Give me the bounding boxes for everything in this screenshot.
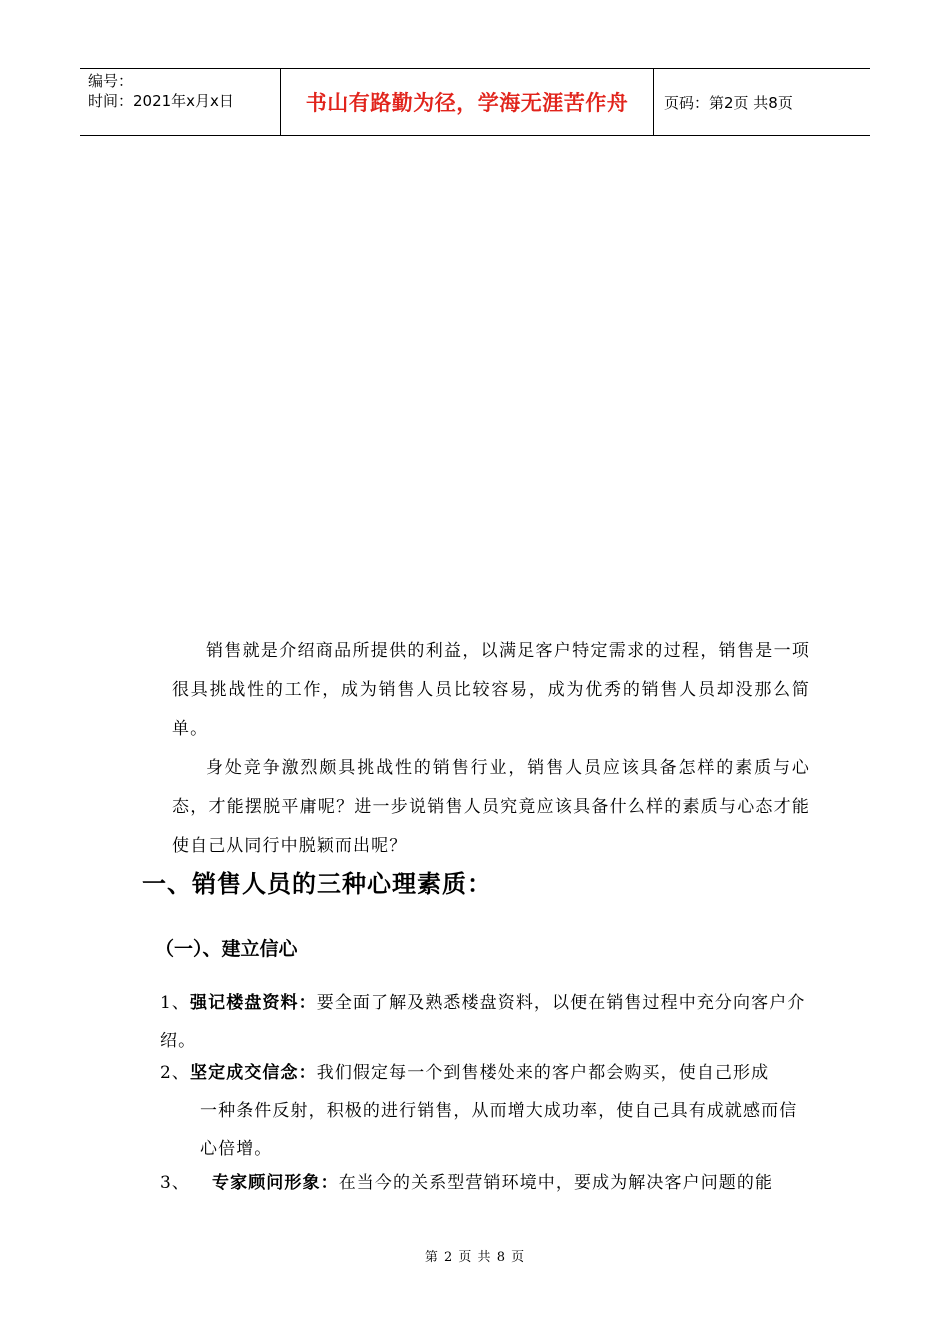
item-continuation: 一种条件反射，积极的进行销售，从而增大成功率，使自己具有成就感而信心倍增。 [200,1101,798,1159]
item-text: 在当今的关系型营销环境中，要成为解决客户问题的能 [338,1173,774,1193]
item-number: 3、 [160,1173,191,1193]
item-number: 2、 [160,1063,191,1083]
header-motto: 书山有路勤为径，学海无涯苦作舟 [305,91,629,115]
subsection-heading: （一）、建立信心 [155,938,298,960]
list-item-3 [160,1164,810,1202]
time-label: 时间：2021年x月x日 [88,92,234,110]
section-heading: 一、销售人员的三种心理素质： [142,870,492,898]
paragraph-1: 销售就是介绍商品所提供的利益，以满足客户特定需求的过程，销售是一项很具挑战性的工作，成为销售人员比较容易，成为优秀的销售人员却没那么简单。 [172,641,810,739]
item-title: 强记楼盘资料： [190,993,317,1013]
item-title: 专家顾问形象： [212,1173,339,1193]
header-page-info: 页码：第2页 共8页 [664,93,793,112]
item-number: 1、 [160,993,191,1013]
intro-paragraphs [160,632,810,866]
item-text: 我们假定每一个到售楼处来的客户都会购买，使自己形成 [316,1063,770,1083]
header-meta [80,69,280,135]
page-footer: 第 2 页 共 8 页 [424,1250,526,1265]
number-label: 编号： [88,72,134,90]
document-header [80,68,870,136]
list-item-1 [160,984,810,1060]
header-motto-cell [280,69,654,135]
list-item-2 [160,1054,810,1168]
item-text: 要全面了解及熟悉楼盘资料，以便在销售过程中充分向客户介绍。 [160,993,806,1051]
paragraph-2: 身处竞争激烈颇具挑战性的销售行业，销售人员应该具备怎样的素质与心态，才能摆脱平庸呢？进一步说销售人员究竟应该具备什么样的素质与心态才能使自己从同行中脱颖而出呢？ [172,758,810,856]
item-title: 坚定成交信念： [190,1063,317,1083]
